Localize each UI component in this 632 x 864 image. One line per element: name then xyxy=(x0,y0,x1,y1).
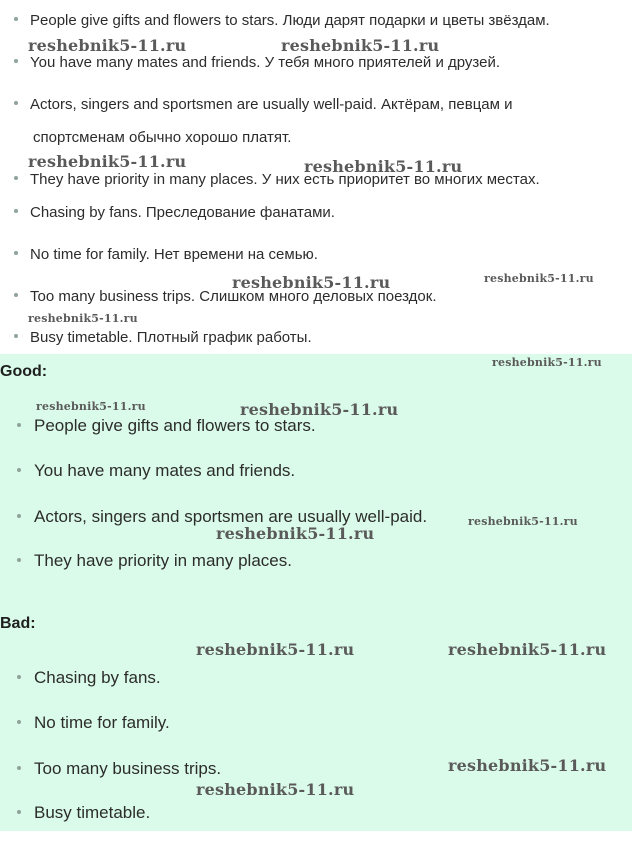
list-item: No time for family. Нет времени на семью. xyxy=(14,246,318,263)
watermark: reshebnik5-11.ru xyxy=(492,356,602,369)
bullet-icon xyxy=(14,334,18,338)
bullet-icon xyxy=(17,810,21,814)
watermark: reshebnik5-11.ru xyxy=(468,515,578,528)
list-item: Actors, singers and sportsmen are usually well-paid. Актёрам, певцам и xyxy=(14,96,513,113)
bullet-icon xyxy=(17,558,21,562)
list-item: You have many mates and friends. xyxy=(17,461,295,481)
bullet-icon xyxy=(14,176,18,180)
bullet-icon xyxy=(17,423,21,427)
watermark: reshebnik5-11.ru xyxy=(240,400,399,419)
bullet-icon xyxy=(17,720,21,724)
list-item: People give gifts and flowers to stars. Люди дарят подарки и цветы звёздам. xyxy=(14,12,550,29)
bullet-icon xyxy=(14,101,18,105)
good-heading: Good: xyxy=(0,363,48,380)
list-item: Busy timetable. Плотный график работы. xyxy=(14,329,312,346)
list-item: Too many business trips. xyxy=(17,759,221,779)
watermark: reshebnik5-11.ru xyxy=(484,272,594,285)
list-item-continuation: спортсменам обычно хорошо платят. xyxy=(33,129,292,146)
watermark: reshebnik5-11.ru xyxy=(196,780,355,799)
list-item: Too many business trips. Слишком много деловых поездок. xyxy=(14,288,437,305)
watermark: reshebnik5-11.ru xyxy=(28,152,187,171)
bullet-icon xyxy=(17,766,21,770)
bullet-icon xyxy=(14,293,18,297)
bullet-icon xyxy=(14,59,18,63)
bullet-icon xyxy=(17,675,21,679)
list-item: Busy timetable. xyxy=(17,803,150,823)
watermark: reshebnik5-11.ru xyxy=(196,640,355,659)
list-item: They have priority in many places. У них есть приоритет во многих местах. xyxy=(14,171,540,188)
list-item: They have priority in many places. xyxy=(17,551,292,571)
list-item: People give gifts and flowers to stars. xyxy=(17,416,316,436)
watermark: reshebnik5-11.ru xyxy=(232,273,391,292)
watermark: reshebnik5-11.ru xyxy=(28,312,138,325)
list-item: Chasing by fans. Преследование фанатами. xyxy=(14,204,335,221)
watermark: reshebnik5-11.ru xyxy=(28,36,187,55)
bad-heading: Bad: xyxy=(0,615,36,632)
watermark: reshebnik5-11.ru xyxy=(304,157,463,176)
watermark: reshebnik5-11.ru xyxy=(448,756,607,775)
watermark: reshebnik5-11.ru xyxy=(36,400,146,413)
watermark: reshebnik5-11.ru xyxy=(448,640,607,659)
bullet-icon xyxy=(14,251,18,255)
watermark: reshebnik5-11.ru xyxy=(216,524,375,543)
list-item: You have many mates and friends. У тебя много приятелей и друзей. xyxy=(14,54,500,71)
bullet-icon xyxy=(14,209,18,213)
list-item: Chasing by fans. xyxy=(17,668,161,688)
bullet-icon xyxy=(14,17,18,21)
list-item: No time for family. xyxy=(17,713,170,733)
watermark: reshebnik5-11.ru xyxy=(281,36,440,55)
bullet-icon xyxy=(17,468,21,472)
list-item: Actors, singers and sportsmen are usually well-paid. xyxy=(17,507,427,527)
bullet-icon xyxy=(17,514,21,518)
